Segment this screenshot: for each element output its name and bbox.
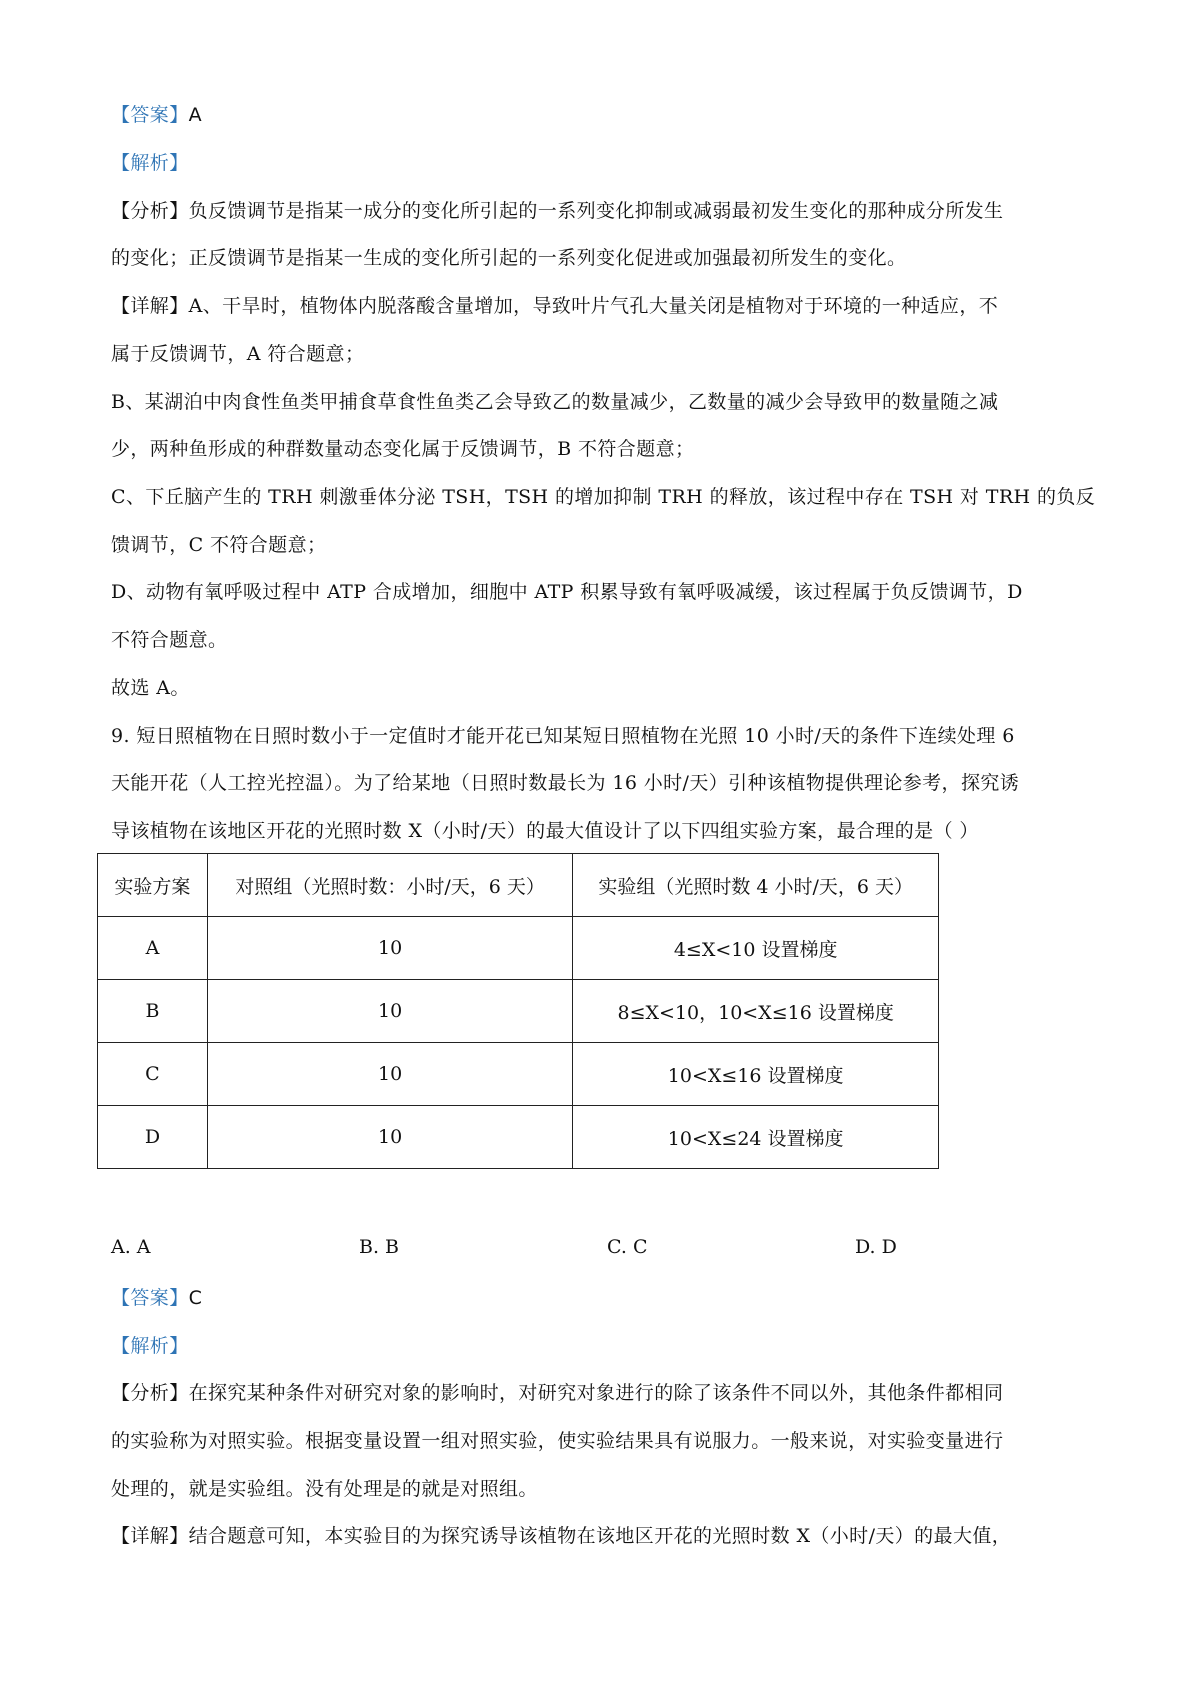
xiangjie-tag-2: 【详解】 (111, 1525, 189, 1547)
table-cell: 4≤X<10 设置梯度 (573, 917, 939, 980)
analysis-tag-2: 【解析】 (111, 1335, 189, 1357)
table-cell: 10 (207, 1043, 573, 1106)
xiangjie-tag: 【详解】 (111, 295, 189, 317)
fenxi2-line-1 (111, 1379, 1101, 1407)
table-cell: 10 (207, 1106, 573, 1169)
option-c-line-1: C、下丘脑产生的 TRH 刺激垂体分泌 TSH，TSH 的增加抑制 TRH 的释放，该过程中存在 TSH 对 TRH 的负反 (111, 486, 1096, 508)
answer-options (111, 1236, 1011, 1266)
fenxi2-line-3: 处理的，就是实验组。没有处理是的就是对照组。 (111, 1478, 538, 1500)
xiangjie-text-1: A、干旱时，植物体内脱落酸含量增加，导致叶片气孔大量关闭是植物对于环境的一种适应，不 (188, 295, 999, 317)
option-b-line-1: B、某湖泊中肉食性鱼类甲捕食草食性鱼类乙会导致乙的数量减少，乙数量的减少会导致甲的数量随之减 (111, 391, 999, 413)
option-b: B. B (359, 1236, 400, 1258)
option-a: A. A (111, 1236, 151, 1258)
table-header-row (98, 854, 939, 917)
answer-tag-2: 【答案】 (111, 1287, 189, 1309)
table-cell: A (98, 917, 208, 980)
answer-tag: 【答案】 (111, 104, 189, 126)
table-row (98, 917, 939, 980)
xiangjie-line-2: 属于反馈调节，A 符合题意； (111, 343, 365, 365)
table-cell: D (98, 1106, 208, 1169)
table-row (98, 980, 939, 1043)
analysis-tag: 【解析】 (111, 152, 189, 174)
fenxi-line-1 (111, 197, 1101, 225)
option-d-line-2: 不符合题意。 (111, 629, 228, 651)
table-cell: 10<X≤16 设置梯度 (573, 1043, 939, 1106)
table-cell: 10 (207, 980, 573, 1043)
fenxi-line-2: 的变化；正反馈调节是指某一生成的变化所引起的一系列变化促进或加强最初所发生的变化。 (111, 247, 907, 269)
table-cell: B (98, 980, 208, 1043)
option-d: D. D (855, 1236, 897, 1258)
table-header-cell: 实验方案 (98, 854, 208, 917)
option-b-line-2: 少，两种鱼形成的种群数量动态变化属于反馈调节，B 不符合题意； (111, 438, 695, 460)
choose-line: 故选 A。 (111, 677, 190, 699)
table-cell: 8≤X<10，10<X≤16 设置梯度 (573, 980, 939, 1043)
fenxi2-text-1: 在探究某种条件对研究对象的影响时，对研究对象进行的除了该条件不同以外，其他条件都相同 (188, 1382, 1004, 1404)
analysis-heading-2 (111, 1332, 1101, 1360)
option-d-line-1: D、动物有氧呼吸过程中 ATP 合成增加，细胞中 ATP 积累导致有氧呼吸减缓，该过程属于负反馈调节，D (111, 581, 1023, 603)
table-row (98, 1043, 939, 1106)
fenxi-text-1: 负反馈调节是指某一成分的变化所引起的一系列变化抑制或减弱最初发生变化的那种成分所发生 (188, 200, 1004, 222)
table-cell: 10 (207, 917, 573, 980)
question9-line-1: 9. 短日照植物在日照时数小于一定值时才能开花已知某短日照植物在光照 10 小时/天的条件下连续处理 6 (111, 725, 1015, 747)
answer-value-2: C (188, 1287, 203, 1309)
fenxi-tag-2: 【分析】 (111, 1382, 189, 1404)
table-cell: C (98, 1043, 208, 1106)
answer-line (111, 101, 1101, 129)
option-c: C. C (607, 1236, 648, 1258)
question9-line-2: 天能开花（人工控光控温）。为了给某地（日照时数最长为 16 小时/天）引种该植物提供理论参考，探究诱 (111, 772, 1020, 794)
fenxi2-line-2: 的实验称为对照实验。根据变量设置一组对照实验，使实验结果具有说服力。一般来说，对实验变量进行 (111, 1430, 1004, 1452)
answer-value: A (188, 104, 203, 126)
experiment-table (97, 853, 939, 1169)
xiangjie2-line-1 (111, 1522, 1101, 1550)
analysis-heading (111, 149, 1101, 177)
question9-line-3: 导该植物在该地区开花的光照时数 X（小时/天）的最大值设计了以下四组实验方案，最合理的是（ ） (111, 820, 979, 842)
table-header-cell: 实验组（光照时数 4 小时/天，6 天） (573, 854, 939, 917)
option-c-line-2: 馈调节，C 不符合题意； (111, 534, 327, 556)
xiangjie-line-1 (111, 292, 1101, 320)
table-cell: 10<X≤24 设置梯度 (573, 1106, 939, 1169)
fenxi-tag: 【分析】 (111, 200, 189, 222)
xiangjie2-text-1: 结合题意可知，本实验目的为探究诱导该植物在该地区开花的光照时数 X（小时/天）的最大值， (188, 1525, 1012, 1547)
answer-line-2 (111, 1284, 1101, 1312)
table-row (98, 1106, 939, 1169)
table-header-cell: 对照组（光照时数：小时/天，6 天） (207, 854, 573, 917)
